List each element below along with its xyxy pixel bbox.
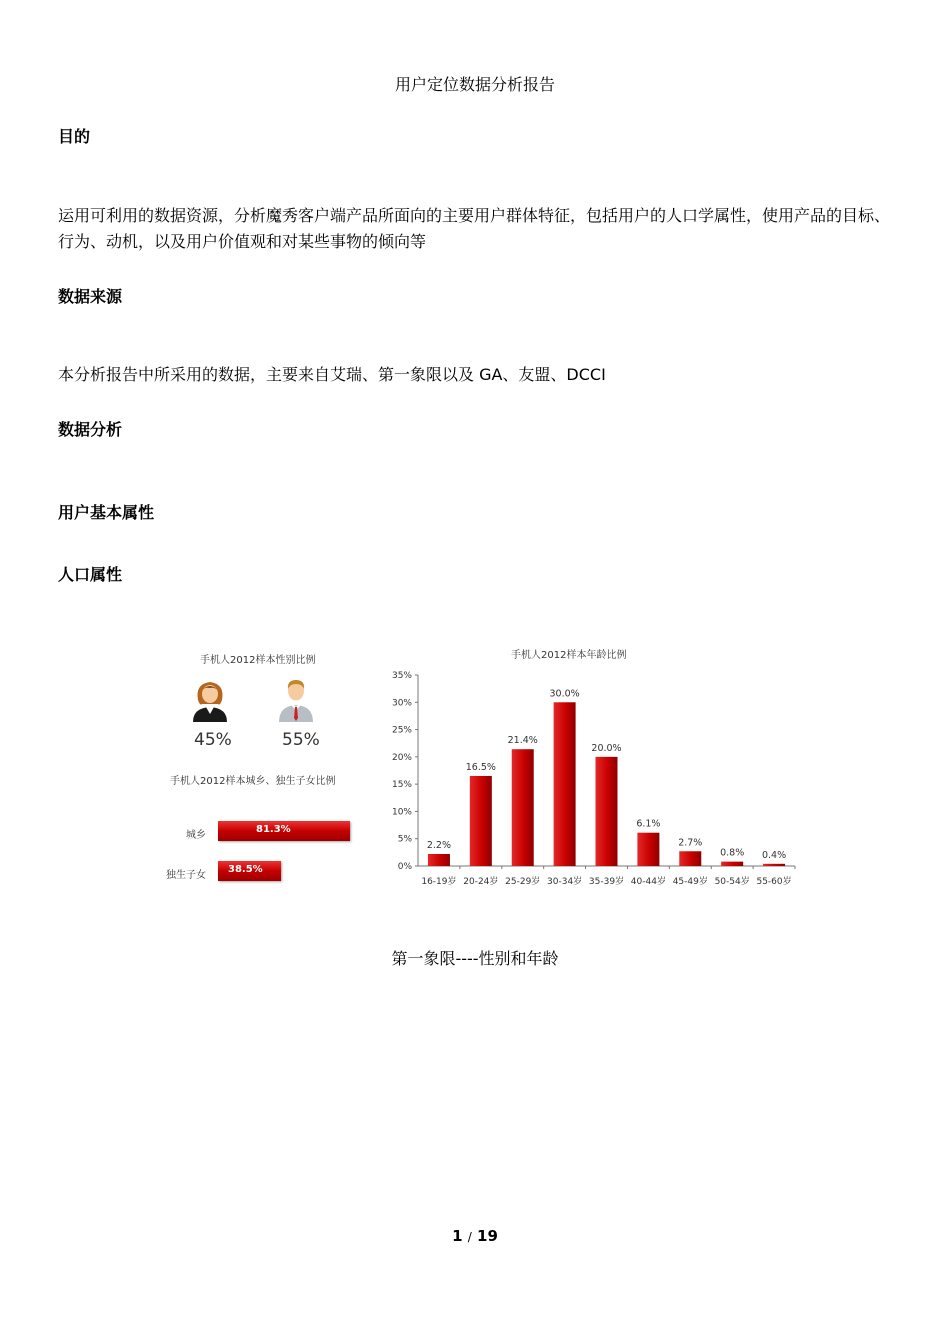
age-bar-value-label: 0.8% bbox=[720, 847, 745, 859]
age-bar bbox=[596, 757, 618, 866]
page-separator: / bbox=[467, 1230, 472, 1244]
urban-onlychild-chart-title: 手机人2012样本城乡、独生子女比例 bbox=[170, 776, 336, 787]
age-bar bbox=[637, 833, 659, 866]
male-user-icon bbox=[276, 676, 316, 726]
only-child-label: 独生子女 bbox=[166, 870, 206, 881]
age-bar bbox=[554, 702, 576, 866]
age-chart-title: 手机人2012样本年龄比例 bbox=[511, 650, 627, 661]
y-tick-label: 25% bbox=[391, 725, 412, 736]
figure-gender-age bbox=[160, 640, 810, 900]
age-category-label: 20-24岁 bbox=[463, 877, 499, 887]
age-bar-value-label: 2.7% bbox=[678, 837, 703, 849]
y-tick-label: 0% bbox=[397, 862, 412, 872]
y-tick-label: 10% bbox=[391, 807, 412, 818]
age-category-label: 16-19岁 bbox=[421, 877, 457, 887]
page-number bbox=[0, 1227, 950, 1245]
age-category-label: 50-54岁 bbox=[714, 877, 750, 887]
age-bar bbox=[428, 854, 450, 866]
age-bar-value-label: 21.4% bbox=[507, 735, 538, 747]
heading-demographics: 人口属性 bbox=[58, 565, 123, 584]
age-bar-value-label: 6.1% bbox=[636, 818, 661, 830]
paragraph-data-source: 本分析报告中所采用的数据，主要来自艾瑞、第一象限以及 GA、友盟、DCCI bbox=[58, 365, 606, 384]
only-child-value: 38.5% bbox=[228, 864, 263, 875]
age-bar bbox=[679, 851, 701, 866]
urban-rural-label: 城乡 bbox=[186, 830, 206, 841]
age-bar bbox=[470, 776, 492, 866]
urban-rural-value: 81.3% bbox=[256, 824, 291, 835]
gender-chart-title: 手机人2012样本性别比例 bbox=[200, 655, 316, 666]
age-category-label: 25-29岁 bbox=[505, 877, 541, 887]
only-child-bar bbox=[218, 861, 281, 881]
age-bar-value-label: 16.5% bbox=[465, 761, 496, 773]
age-bar bbox=[721, 862, 743, 866]
age-bar bbox=[512, 749, 534, 866]
page-total: 19 bbox=[477, 1227, 498, 1245]
y-tick-label: 35% bbox=[391, 671, 412, 681]
paragraph-purpose: 运用可利用的数据资源，分析魔秀客户端产品所面向的主要用户群体特征，包括用户的人口学属性，使用产品的目标、行为、动机，以及用户价值观和对某些事物的倾向等 bbox=[58, 206, 891, 251]
y-tick-label: 15% bbox=[391, 780, 412, 791]
age-category-label: 40-44岁 bbox=[630, 877, 666, 887]
page-current: 1 bbox=[452, 1227, 463, 1245]
age-bar-value-label: 20.0% bbox=[591, 742, 622, 754]
age-bar-value-label: 0.4% bbox=[761, 849, 787, 861]
female-percent: 45% bbox=[194, 730, 232, 750]
age-bar bbox=[763, 864, 785, 866]
age-category-label: 55-60岁 bbox=[756, 877, 792, 887]
age-category-label: 30-34岁 bbox=[547, 877, 583, 887]
y-tick-label: 30% bbox=[391, 698, 412, 709]
heading-data-analysis: 数据分析 bbox=[58, 420, 123, 439]
age-category-label: 45-49岁 bbox=[672, 877, 708, 887]
heading-data-source: 数据来源 bbox=[58, 287, 123, 306]
heading-purpose: 目的 bbox=[58, 127, 91, 146]
age-category-label: 35-39岁 bbox=[588, 877, 625, 887]
urban-rural-bar bbox=[218, 821, 350, 841]
figure-caption: 第一象限----性别和年龄 bbox=[391, 949, 559, 968]
age-bar-value-label: 30.0% bbox=[549, 688, 580, 700]
age-bar-value-label: 2.2% bbox=[426, 839, 452, 851]
y-tick-label: 20% bbox=[391, 752, 412, 763]
female-user-icon bbox=[190, 678, 230, 726]
age-bar-chart bbox=[380, 660, 800, 910]
document-title: 用户定位数据分析报告 bbox=[394, 75, 555, 94]
male-percent: 55% bbox=[282, 730, 320, 750]
y-tick-label: 5% bbox=[397, 834, 412, 845]
heading-user-basic-attributes: 用户基本属性 bbox=[58, 503, 155, 522]
